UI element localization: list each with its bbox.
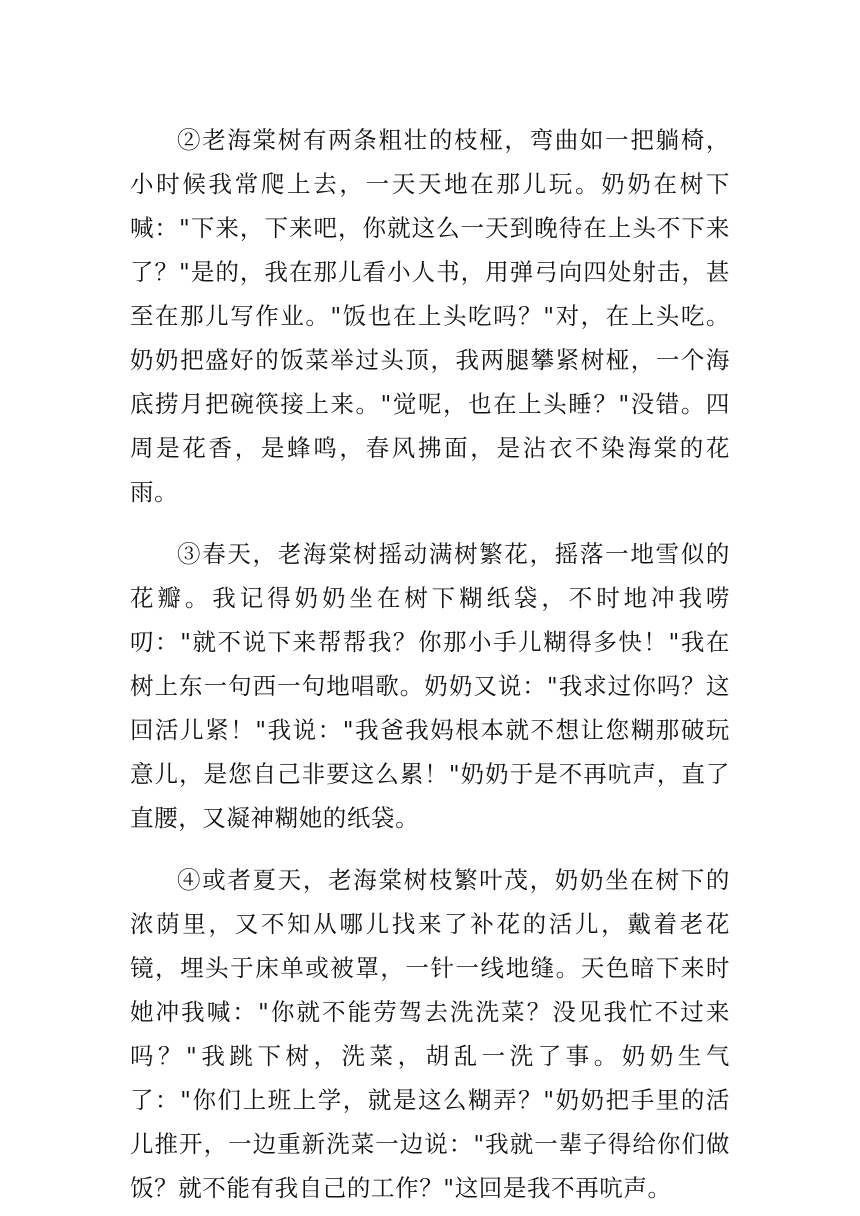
paragraph-number: ④ [177,866,203,894]
paragraph-2 [130,118,730,514]
paragraph-number: ③ [177,540,203,568]
paragraph-text: 老海棠树有两条粗壮的枝桠，弯曲如一把躺椅，小时候我常爬上去，一天天地在那儿玩。奶奶在树下喊："下来，下来吧，你就这么一天到晚待在上头不下来了？"是的，我在那儿看小人书，用弹弓向四处射击，甚至在那儿写作业。"饭也在上头吃吗？"对，在上头吃。奶奶把盛好的饭菜举过头顶，我两腿攀紧树桠，一个海底捞月把碗筷接上来。"觉呢，也在上头睡？"没错。四周是花香，是蜂鸣，春风拂面，是沾衣不染海棠的花雨。 [130,126,730,506]
paragraph-4 [130,858,730,1210]
paragraph-3 [130,532,730,840]
document-page [130,118,730,1210]
paragraph-number: ② [177,126,203,154]
paragraph-text: 或者夏天，老海棠树枝繁叶茂，奶奶坐在树下的浓荫里，又不知从哪儿找来了补花的活儿，戴着老花镜，埋头于床单或被罩，一针一线地缝。天色暗下来时她冲我喊："你就不能劳驾去洗洗菜？没见我忙不过来吗？"我跳下树，洗菜，胡乱一洗了事。奶奶生气了："你们上班上学，就是这么糊弄？"奶奶把手里的活儿推开，一边重新洗菜一边说："我就一辈子得给你们做饭？就不能有我自己的工作？"这回是我不再吭声。 [130,866,730,1202]
paragraph-text: 春天，老海棠树摇动满树繁花，摇落一地雪似的花瓣。我记得奶奶坐在树下糊纸袋，不时地冲我唠叨："就不说下来帮帮我？你那小手儿糊得多快！"我在树上东一句西一句地唱歌。奶奶又说："我求过你吗？这回活儿紧！"我说："我爸我妈根本就不想让您糊那破玩意儿，是您自己非要这么累！"奶奶于是不再吭声，直了直腰，又凝神糊她的纸袋。 [130,540,730,832]
